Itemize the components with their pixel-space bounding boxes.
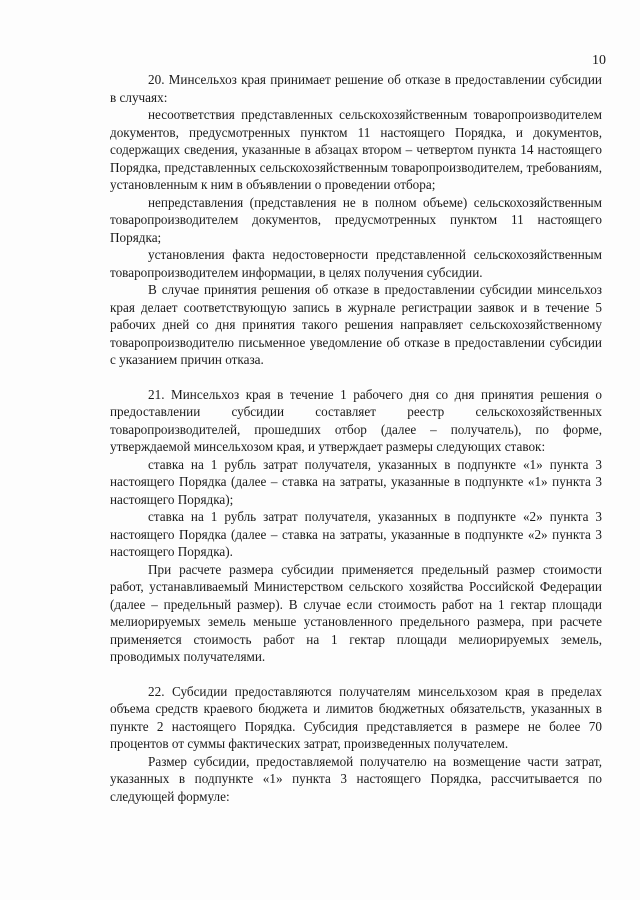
document-body <box>110 71 602 805</box>
paragraph-21-rate-2: ставка на 1 рубль затрат получателя, указанных в подпункте «2» пункта 3 настоящего Порядка (далее – ставка на затраты, указанные в подпункте «2» пункта 3 настоящего Порядка). <box>110 509 602 559</box>
paragraph-22-formula-intro: Размер субсидии, предоставляемой получателю на возмещение части затрат, указанных в подпункте «1» пункта 3 настоящего Порядка, рассчитывается по следующей формуле: <box>110 753 602 804</box>
page-number: 10 <box>592 53 606 68</box>
paragraph-21-intro: 21. Минсельхоз края в течение 1 рабочего дня со дня принятия решения о предоставлении субсидии составляет реестр сельскохозяйственных товаропроизводителей, прошедших отбор (далее – получатель), по форме, утверждаемой минсельхозом края, и утверждает размеры следующих ставок: <box>110 386 602 454</box>
section-gap <box>110 369 602 386</box>
paragraph-20-case-unreliable-info: установления факта недостоверности представленной сельскохозяйственным товаропроизводителем информации, в целях получения субсидии. <box>110 247 602 280</box>
paragraph-21-max-cost: При расчете размера субсидии применяется предельный размер стоимости работ, устанавливаемый Министерством сельского хозяйства Российской Федерации (далее – предельный размер). В случае если стоимость работ на 1 гектар площади мелиорируемых земель меньше установленного предельного размера, при расчете применяется стоимость работ на 1 гектар площади мелиорируемых земель, проводимых получателями. <box>110 561 602 664</box>
paragraph-20-case-nonsubmission: непредставления (представления не в полном объеме) сельскохозяйственным товаропроизводителем документов, предусмотренных пунктом 11 настоящего Порядка; <box>110 194 602 245</box>
paragraph-22-intro: 22. Субсидии предоставляются получателям минсельхозом края в пределах объема средств краевого бюджета и лимитов бюджетных обязательств, указанных в пункте 2 настоящего Порядка. Субсидия представляется в размере не более 70 процентов от суммы фактических затрат, произведенных получателем. <box>110 683 602 751</box>
paragraph-20-refusal-notice: В случае принятия решения об отказе в предоставлении субсидии минсельхоз края делает соответствующую запись в журнале регистрации заявок и в течение 5 рабочих дней со дня принятия такого решения направляет сельскохозяйственному товаропроизводителю письменное уведомление об отказе в предоставлении субсидии с указанием причин отказа. <box>110 282 602 367</box>
section-gap <box>110 666 602 683</box>
paragraph-21-rate-1: ставка на 1 рубль затрат получателя, указанных в подпункте «1» пункта 3 настоящего Порядка (далее – ставка на затраты, указанные в подпункте «1» пункта 3 настоящего Порядка); <box>110 456 602 507</box>
paragraph-20-case-nonconformity: несоответствия представленных сельскохозяйственным товаропроизводителем документов, предусмотренных пунктом 11 настоящего Порядка, и документов, содержащих сведения, указанные в абзацах втором – четвертом пункта 14 настоящего Порядка, представленных сельскохозяйственным товаропроизводителем, требованиям, установленным к ним в объявлении о проведении отбора; <box>110 107 602 192</box>
paragraph-20-intro: 20. Минсельхоз края принимает решение об отказе в предоставлении субсидии в случаях: <box>110 72 602 105</box>
